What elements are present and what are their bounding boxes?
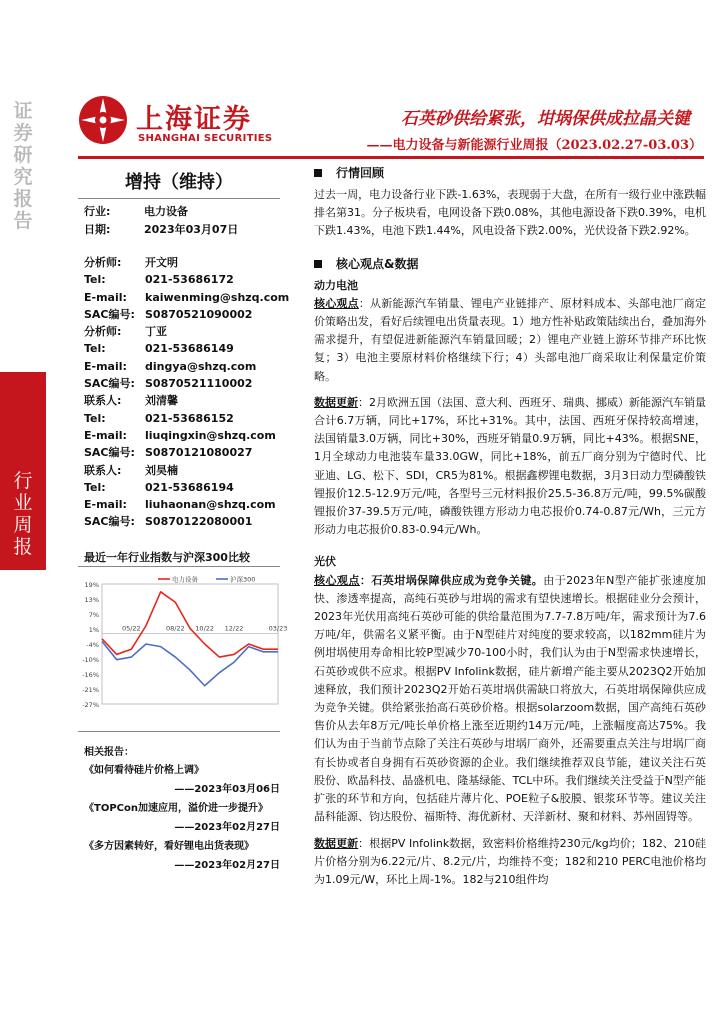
series-line-1	[102, 641, 278, 685]
pv-view-paragraph	[314, 572, 706, 827]
y-tick-label: 19%	[84, 581, 99, 589]
logo-en-text: SHANGHAI SECURITIES	[138, 133, 273, 144]
related-reports	[84, 744, 280, 876]
meta-value: 电力设备	[144, 205, 188, 218]
contact-value: S0870521090002	[145, 307, 253, 321]
label-core-view: 核心观点	[314, 296, 359, 310]
ev-data-text: ：2月欧洲五国（法国、意大利、西班牙、瑞典、挪威）新能源汽车销量合计6.7万辆，同比+17%，环比+31%。其中，法国、西班牙保持较高增速，法国销量3.0万辆，同比+30%，西班牙销量0.9万辆，同比+43%。根据SNE，1月全球动力电池装车量33.0GW，同比+18%，前五厂商分别为宁德时代、比亚迪、LG、松下、SDI，CR5为81%。根据鑫椤锂电数据，3月3日动力型磷酸铁锂报价12.5-12.9万元/吨，各型号三元材料报价25.5-36.8万元/吨，99.5%碳酸锂报价37-39.5万元/吨，磷酸铁锂方形动力电芯报价0.74-0.87元/Wh，三元方形动力电芯报价0.83-0.94元/Wh。	[314, 395, 706, 537]
contact-value: 021-53686152	[145, 411, 234, 425]
y-tick-label: -10%	[82, 656, 99, 664]
contact-value: 021-53686172	[145, 273, 234, 287]
chart-frame	[102, 584, 278, 704]
report-subtitle: ——电力设备与新能源行业周报（2023.02.27-03.03）	[366, 138, 702, 153]
contact-key: E-mail:	[84, 498, 127, 512]
ev-data-paragraph	[314, 394, 706, 540]
chart-divider	[78, 566, 280, 567]
meta-key: 行业:	[84, 205, 111, 218]
contact-key: E-mail:	[84, 359, 127, 373]
subsection-pv: 光伏	[314, 555, 336, 569]
label-core-view: 核心观点	[314, 573, 360, 587]
contact-row	[84, 306, 289, 323]
x-tick-label: 10/22	[195, 624, 215, 633]
contact-row	[84, 358, 289, 375]
section-head-review	[314, 160, 706, 186]
contact-key: SAC编号:	[84, 377, 135, 391]
x-tick-label: 05/22	[121, 624, 141, 633]
sidebar-category: 行业周报	[13, 470, 33, 558]
contact-key: 联系人:	[84, 463, 122, 477]
contact-key: 联系人:	[84, 394, 122, 408]
contact-email[interactable]: liuhaonan@shzq.com	[145, 498, 276, 512]
rating-label: 增持（维持）	[125, 172, 233, 193]
y-tick-label: -16%	[82, 671, 99, 679]
related-head: 相关报告：	[84, 747, 134, 758]
legend-label-1: 沪深300	[230, 575, 256, 584]
x-tick-label: 12/22	[224, 624, 244, 633]
contact-email[interactable]: kaiwenming@shzq.com	[145, 290, 290, 304]
company-logo	[78, 95, 278, 151]
contact-row	[84, 479, 289, 496]
contact-email[interactable]: dingya@shzq.com	[145, 359, 257, 373]
contact-key: SAC编号:	[84, 446, 135, 460]
contact-row	[84, 496, 289, 513]
main-content	[314, 160, 706, 889]
chart-title: 最近一年行业指数与沪深300比较	[84, 551, 250, 564]
contact-row	[84, 289, 289, 306]
contact-key: E-mail:	[84, 428, 127, 442]
meta-row	[84, 203, 238, 221]
pv-data-paragraph	[314, 835, 706, 890]
contact-value: S0870122080001	[145, 515, 253, 529]
logo-cn-text: 上海证券	[136, 104, 252, 135]
contact-value: 丁亚	[145, 325, 167, 339]
related-report-date: ——2023年02月27日	[174, 822, 280, 833]
contact-value: 刘昊楠	[145, 463, 178, 477]
contact-row	[84, 375, 289, 392]
y-tick-label: 13%	[84, 596, 99, 604]
index-comparison-chart	[78, 572, 288, 720]
ev-view-text: ：从新能源汽车销量、锂电产业链排产、原材料成本、头部电池厂商定价策略出发，看好后续锂电出货量表现。1）地方性补贴政策陆续出台，叠加海外需求提升，有望促进新能源汽车销量回暖；2）锂电产业链上游环节排产环比恢复；3）电池主要原材料价格继续下行；4）头部电池厂商采取让利保量定价策略。	[314, 296, 707, 383]
contact-row	[84, 513, 289, 530]
y-tick-label: -27%	[82, 701, 99, 709]
contact-key: E-mail:	[84, 290, 127, 304]
legend-label-0: 电力设备	[172, 575, 198, 584]
logo-mark-icon	[78, 95, 128, 145]
contact-key: Tel:	[84, 480, 106, 494]
contact-row	[84, 444, 289, 461]
contact-row	[84, 340, 289, 357]
contact-row	[84, 427, 289, 444]
subsection-ev-battery: 动力电池	[314, 278, 358, 292]
contact-value: 021-53686194	[145, 480, 234, 494]
contact-key: 分析师:	[84, 325, 122, 339]
meta-key: 日期:	[84, 223, 111, 236]
contact-row	[84, 462, 289, 479]
report-title: 石英砂供给紧张，坩埚保供成拉晶关键	[401, 109, 690, 129]
related-report-date: ——2023年03月06日	[174, 784, 280, 795]
section-bullet-icon	[314, 260, 322, 268]
related-report-link[interactable]: 《多方因素转好，看好锂电出货表现》	[84, 841, 254, 852]
ev-view-paragraph	[314, 295, 706, 386]
report-meta	[84, 203, 238, 239]
contact-key: SAC编号:	[84, 515, 135, 529]
label-data-update: 数据更新	[314, 395, 358, 409]
contact-key: Tel:	[84, 411, 106, 425]
rating-divider	[78, 198, 280, 199]
chart-bottom-divider	[78, 731, 280, 732]
contact-key: SAC编号:	[84, 307, 135, 321]
contact-row	[84, 254, 289, 271]
contact-row	[84, 271, 289, 288]
contact-value: 开文明	[145, 256, 178, 269]
related-report-date: ——2023年02月27日	[174, 860, 280, 871]
contact-row	[84, 392, 289, 409]
contact-key: 分析师:	[84, 256, 122, 269]
analyst-contacts	[84, 254, 289, 531]
y-tick-label: -4%	[86, 641, 99, 649]
contact-email[interactable]: liuqingxin@shzq.com	[145, 428, 276, 442]
section-title: 行情回顾	[336, 166, 385, 180]
sidebar-report-type: 证券研究报告	[13, 100, 33, 232]
contact-row	[84, 323, 289, 340]
meta-row	[84, 221, 238, 239]
section-title: 核心观点&数据	[336, 256, 419, 271]
y-tick-label: 7%	[88, 611, 99, 619]
contact-key: Tel:	[84, 273, 106, 287]
x-tick-label: 03/23	[268, 624, 288, 633]
pv-view-text: 由于2023年N型产能扩张速度加快、渗透率提高，高纯石英砂与坩埚的需求有望快速增长。根据硅业分会预计，2023年光伏用高纯石英砂可能的供给量范围为7.7-7.8万吨/年，需求预计为7.6万吨/年，供需名义紧平衡。由于N型硅片对纯度的要求较高，以182mm硅片为例坩埚使用寿命相比较P型减少70-100小时，我们认为由于N型需求快速增长，石英砂或供不应求。根据PV Infolink数据，硅片新增产能主要从2023Q2开始加速释放，我们预计2023Q2开始石英坩埚供需缺口将放大，石英坩埚保障供应成为竞争关键。供给紧张抬高石英砂价格。根据solarzoom数据，国产高纯石英砂售价从去年8万元/吨长单价格上涨至近期约14万元/吨，上涨幅度高达75%。我们认为由于当前节点除了关注石英砂与坩埚厂商外，还需要重点关注与坩埚厂商有长协或者自身拥有石英砂资源的企业。我们继续推荐双良节能，建议关注石英股份、欧晶科技、晶盛机电、隆基绿能、TCL中环。我们继续关注受益于N型产能扩张的环节和方向，包括硅片薄片化、POE粒子&胶膜、银浆环节等。建议关注晶科能源、钧达股份、福斯特、海优新材、天洋新材、聚和材料、苏州固锝等。	[314, 573, 707, 824]
contact-key: Tel:	[84, 342, 106, 356]
contact-value: S0870521110002	[145, 377, 253, 391]
related-report-link[interactable]: 《如何看待硅片价格上调》	[84, 765, 204, 776]
related-report-link[interactable]: 《TOPCon加速应用，溢价进一步提升》	[84, 803, 268, 814]
label-data-update: 数据更新	[314, 836, 359, 850]
meta-value: 2023年03月07日	[144, 223, 239, 236]
section-bullet-icon	[314, 169, 322, 177]
contact-row	[84, 410, 289, 427]
contact-value: 刘清馨	[145, 394, 178, 408]
contact-value: 021-53686149	[145, 342, 234, 356]
section-head-core	[314, 251, 706, 277]
x-tick-label: 08/22	[165, 624, 185, 633]
y-tick-label: -21%	[82, 686, 99, 694]
pv-view-emphasis: ：石英坩埚保障供应成为竞争关键。	[359, 573, 544, 587]
pv-data-text: ：根据PV Infolink数据，致密料价格维持230元/kg均价；182、210硅片价格分别为6.22元/片、8.2元/片，均维持不变；182和210 PERC电池价格均为1.09元/W，环比上周-1%。182与210组件均	[314, 836, 706, 886]
y-tick-label: 1%	[88, 626, 99, 634]
contact-value: S0870121080027	[145, 446, 253, 460]
header-divider	[78, 156, 704, 159]
review-paragraph: 过去一周，电力设备行业下跌-1.63%，表现弱于大盘，在所有一级行业中涨跌幅排名第31。分子板块看，电网设备下跌0.08%，其他电源设备下跌0.39%，电机下跌1.43%，电池下跌1.44%，风电设备下跌2.00%，光伏设备下跌2.92%。	[314, 188, 706, 238]
